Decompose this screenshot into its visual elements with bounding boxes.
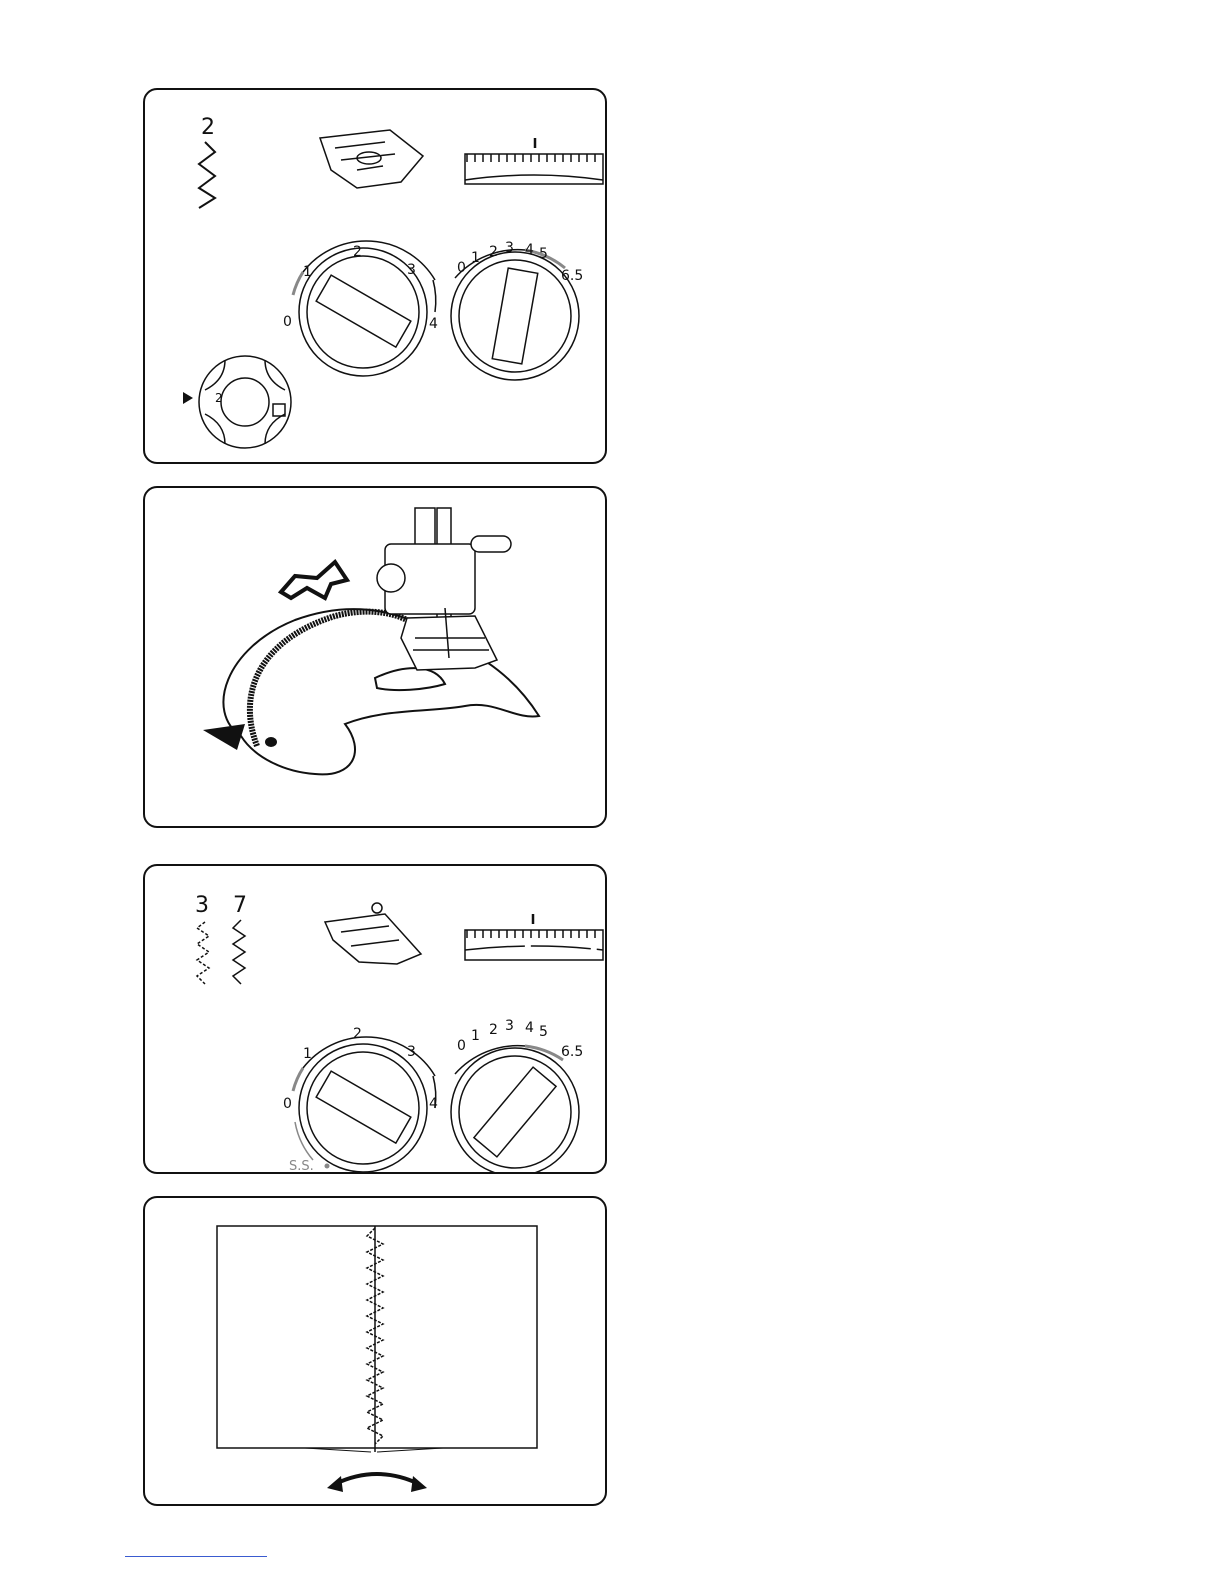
- width-label-1: 1: [471, 1028, 480, 1044]
- settings-panel-stitch-2: [143, 88, 607, 464]
- applique-drawing: [145, 488, 607, 828]
- width-label-2: 2: [489, 1022, 498, 1038]
- width-label-0: 0: [457, 1038, 466, 1054]
- width-label-0: 0: [457, 260, 466, 276]
- feed-balance-scale: [465, 138, 603, 184]
- stitch-number: 2: [201, 115, 215, 140]
- bird-beak: [203, 724, 245, 750]
- settings-illustration: [145, 90, 607, 464]
- width-label-4: 4: [525, 242, 534, 258]
- width-label-3: 3: [505, 1018, 514, 1034]
- width-label-1: 1: [471, 250, 480, 266]
- length-label-4: 4: [429, 316, 438, 332]
- footer-rule: [125, 1556, 267, 1557]
- width-label-5: 5: [539, 246, 548, 262]
- multi-zigzag-stitch-icon: [197, 922, 209, 984]
- stretch-zigzag-stitch-icon: [233, 920, 245, 984]
- arrow-head-right: [411, 1476, 427, 1492]
- crown-stitched: [281, 562, 347, 598]
- super-stretch-label: S.S.: [289, 1159, 314, 1174]
- bird-eye: [265, 737, 277, 747]
- stitch-width-dial: [451, 250, 579, 380]
- fabric-piece: [217, 1226, 537, 1448]
- tension-label: 2: [215, 391, 223, 405]
- thread-tension-knob: [199, 356, 291, 448]
- seam-drawing: [145, 1198, 607, 1506]
- settings-panel-stitch-3-7: [143, 864, 607, 1174]
- settings-illustration-2: [145, 866, 607, 1174]
- stitch-width-dial-2: [451, 1046, 579, 1174]
- length-label-3: 3: [407, 262, 416, 278]
- length-label-4: 4: [429, 1096, 438, 1112]
- length-label-3: 3: [407, 1044, 416, 1060]
- feed-balance-scale-2: [465, 914, 603, 960]
- arrow-head-left: [327, 1476, 343, 1492]
- stretch-arrow-icon: [335, 1474, 419, 1484]
- satin-foot-icon: [320, 130, 423, 188]
- width-label-4: 4: [525, 1020, 534, 1036]
- length-label-1: 1: [303, 1046, 312, 1062]
- length-label-0: 0: [283, 314, 292, 330]
- width-label-6-5: 6.5: [561, 1044, 584, 1060]
- width-label-3: 3: [505, 240, 514, 256]
- zigzag-stitch-icon: [199, 142, 215, 208]
- super-stretch-dot: [325, 1164, 330, 1169]
- width-label-5: 5: [539, 1024, 548, 1040]
- stitch-number-3: 3: [195, 893, 209, 918]
- bird-applique-shape: [223, 609, 539, 774]
- indicator-arrow-icon: [183, 392, 193, 404]
- length-label-2: 2: [353, 1026, 362, 1042]
- length-label-1: 1: [303, 264, 312, 280]
- length-label-2: 2: [353, 244, 362, 260]
- stitch-number-7: 7: [233, 893, 247, 918]
- length-label-0: 0: [283, 1096, 292, 1112]
- width-label-2: 2: [489, 244, 498, 260]
- zigzag-foot-icon: [325, 903, 421, 964]
- width-label-6-5: 6.5: [561, 268, 584, 284]
- applique-illustration-panel: [143, 486, 607, 828]
- seam-illustration-panel: [143, 1196, 607, 1506]
